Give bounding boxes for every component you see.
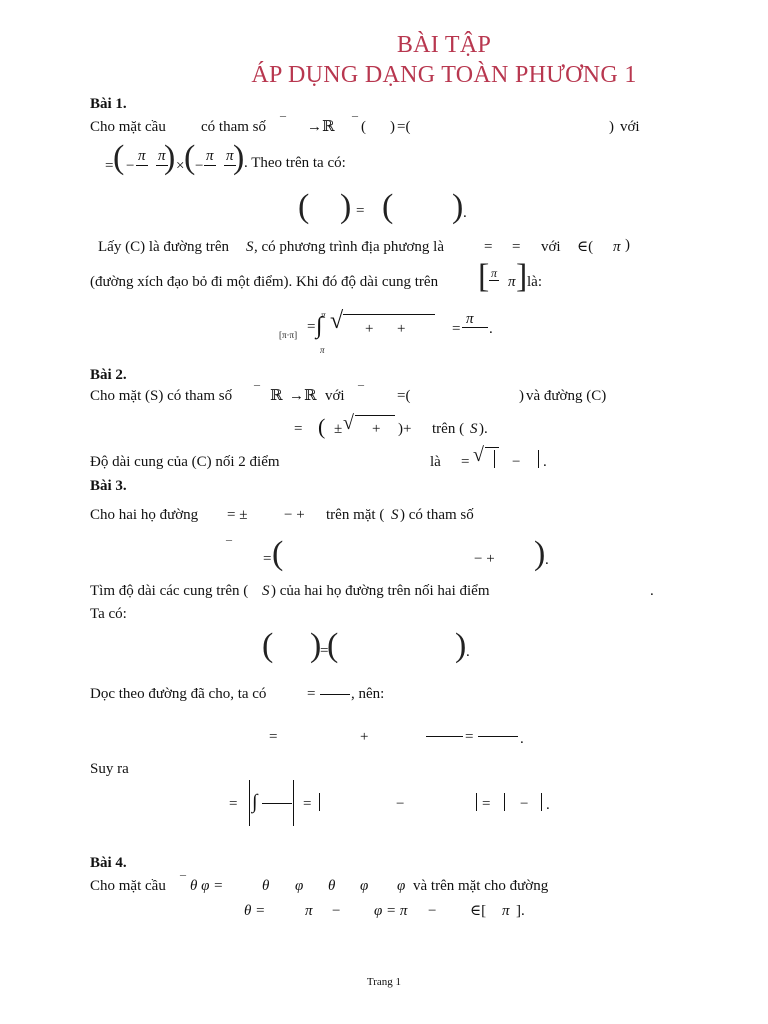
bai2-line3-la: là bbox=[430, 454, 441, 470]
bai4-line1-text: Cho mặt cầu bbox=[90, 878, 166, 894]
bai1-line2-minus2: − bbox=[195, 158, 204, 174]
bai1-line6-int-bot: π bbox=[320, 345, 325, 355]
bai2-line3-text: Độ dài cung của (C) nối 2 điểm bbox=[90, 454, 280, 470]
bai1-line6-int: ∫ bbox=[316, 313, 323, 339]
bai3-line1-mp: − + bbox=[284, 507, 305, 523]
bai3-line9-abs3 bbox=[319, 793, 320, 811]
bai3-line7-dot: . bbox=[520, 731, 524, 747]
bai3-line5-paren1: ( bbox=[262, 627, 274, 664]
bai1-line4-eq1: = bbox=[484, 239, 493, 255]
bai3-line9-abs5 bbox=[504, 793, 505, 811]
bai1-line4-close: ) bbox=[625, 237, 630, 253]
bai3-line9-abs4 bbox=[476, 793, 477, 811]
bai1-line6-int-top: π bbox=[321, 310, 326, 320]
bai1-line2-minus: − bbox=[126, 158, 135, 174]
bai1-line1-eq: =( bbox=[397, 119, 411, 135]
bai2-heading: Bài 2. bbox=[90, 367, 127, 383]
bai3-line2-bar: ¯ bbox=[226, 538, 232, 552]
bai1-line1-text: Cho mặt cầu bbox=[90, 119, 166, 135]
bai1-line2-text: . Theo trên ta có: bbox=[244, 155, 346, 171]
bai1-line5-la: là: bbox=[527, 274, 542, 290]
bai2-line1-bar: ¯ bbox=[254, 383, 260, 397]
bai4-heading: Bài 4. bbox=[90, 855, 127, 871]
bai3-line7-frac1 bbox=[426, 736, 463, 737]
bai3-line6-tail: , nên: bbox=[351, 686, 385, 702]
bai3-line1-tail2: ) có tham số bbox=[400, 507, 474, 523]
bai1-line1-voi: với bbox=[620, 119, 640, 135]
bai1-line1-text2: có tham số bbox=[201, 119, 266, 135]
bai1-line4-in: ∈( bbox=[577, 239, 594, 255]
bai2-line3-sqrt-bar bbox=[485, 447, 499, 448]
bai3-line7-plus: + bbox=[360, 729, 369, 745]
bai3-line5-eq: = bbox=[320, 643, 329, 659]
bai3-line5-dot: . bbox=[466, 644, 470, 660]
bai2-line1-R: ℝ bbox=[270, 388, 283, 404]
bai4-line2-phi: φ = π bbox=[374, 903, 408, 919]
bai2-line2-sqrt: √ bbox=[343, 412, 354, 434]
bai3-line7-eq2: = bbox=[465, 729, 474, 745]
bai1-line2-pi2: π bbox=[158, 148, 166, 164]
bai2-line2-end: ). bbox=[479, 421, 488, 437]
bai3-line1-tail: trên mặt ( bbox=[326, 507, 385, 523]
bai4-line2-minus2: − bbox=[428, 903, 437, 919]
bai4-line1-theta1: θ bbox=[262, 878, 270, 894]
bai3-line9-eq3: = bbox=[482, 796, 491, 812]
bai1-line2-pi3: π bbox=[206, 148, 214, 164]
bai3-line3-S: S bbox=[262, 583, 270, 599]
bai1-line2-paren4: ) bbox=[233, 139, 245, 176]
bai1-line1-close2: ) bbox=[609, 119, 614, 135]
bai1-line5-pinum: π bbox=[491, 266, 498, 280]
bai2-line1-text: Cho mặt (S) có tham số bbox=[90, 388, 233, 404]
bai3-line6-frac bbox=[320, 694, 350, 695]
bai4-line2-pi2: π bbox=[502, 903, 510, 919]
page-footer: Trang 1 bbox=[366, 976, 402, 988]
bai1-line6-frac bbox=[462, 327, 488, 328]
bai1-line6-sqrt-bar bbox=[343, 314, 435, 315]
bai1-line4-text2: , có phương trình địa phương là bbox=[254, 239, 445, 255]
bai2-line1-voi: với bbox=[325, 388, 345, 404]
bai3-line9-frac bbox=[262, 803, 292, 804]
bai1-line6-plus1: + bbox=[365, 321, 374, 337]
bai3-line2-paren2: ) bbox=[534, 535, 546, 572]
bai2-line2-sqrt-bar bbox=[355, 415, 395, 416]
bai3-line2-dot: . bbox=[545, 552, 549, 568]
bai3-line9-abs2 bbox=[293, 780, 294, 826]
bai1-line6-sub-pi2: π bbox=[289, 330, 295, 340]
bai3-line5-paren2: ) bbox=[310, 627, 322, 664]
bai1-heading: Bài 1. bbox=[90, 96, 127, 112]
bai1-line5-text: (đường xích đạo bỏ đi một điểm). Khi đó độ dài cung trên bbox=[90, 274, 439, 290]
bai1-line6-eq2: = bbox=[452, 321, 461, 337]
bai1-line4-voi: với bbox=[541, 239, 561, 255]
bai2-line1-bar2: ¯ bbox=[358, 383, 364, 397]
bai3-line9-dot: . bbox=[546, 797, 550, 813]
bai3-line9-abs6 bbox=[541, 793, 542, 811]
bai2-line1-arrow: →ℝ bbox=[289, 388, 317, 404]
bai1-line3-paren4: ) bbox=[452, 188, 464, 225]
bai3-line3-text: Tìm độ dài các cung trên ( bbox=[90, 583, 249, 599]
bai4-line2-theta: θ = bbox=[244, 903, 266, 919]
bai4-line2-end: ]. bbox=[516, 903, 525, 919]
bai3-line9-int: ∫ bbox=[252, 791, 258, 813]
bai4-line1-phi1: φ bbox=[295, 878, 304, 894]
bai1-line5-bracket1: [ bbox=[478, 258, 490, 295]
bai1-line2-paren3: ( bbox=[184, 139, 196, 176]
bai3-line9-abs1 bbox=[249, 780, 250, 826]
bai2-line2-paren1: ( bbox=[318, 414, 326, 439]
bai1-line2-pi4: π bbox=[226, 148, 234, 164]
bai1-line3-eq: = bbox=[356, 203, 365, 219]
bai1-line2-frac1 bbox=[136, 165, 148, 166]
bai2-line2-plus2: )+ bbox=[398, 421, 412, 437]
bai1-line6-dot: . bbox=[489, 321, 493, 337]
bai3-line9-minus: − bbox=[396, 796, 405, 812]
bai2-line3-eq: = bbox=[461, 454, 470, 470]
bai3-line1-text: Cho hai họ đường bbox=[90, 507, 199, 523]
bai2-line2-pm: ± bbox=[334, 421, 343, 437]
bai2-line2-S: S bbox=[470, 421, 478, 437]
bai2-line1-eq: =( bbox=[397, 388, 411, 404]
bai1-line6-sqrt: √ bbox=[330, 308, 344, 334]
bai1-line2-paren1: ( bbox=[113, 139, 125, 176]
bai1-line2-times: × bbox=[176, 158, 185, 174]
bai1-line4-S: S bbox=[246, 239, 254, 255]
bai1-line2-pi1: π bbox=[138, 148, 146, 164]
bai1-line3-dot: . bbox=[463, 205, 467, 221]
bai1-line1-open: ( bbox=[361, 119, 366, 135]
bai3-line3-dot: . bbox=[650, 583, 654, 599]
bai2-line3-sqrt: √ bbox=[473, 444, 484, 466]
bai1-line4-eq2: = bbox=[512, 239, 521, 255]
bai1-line2-paren2: ) bbox=[164, 139, 176, 176]
bai4-line1-tail: và trên mặt cho đường bbox=[413, 878, 549, 894]
bai1-line3-paren3: ( bbox=[382, 188, 394, 225]
bai1-line2-eq: = bbox=[105, 158, 114, 174]
bai3-line6-eq: = bbox=[307, 686, 316, 702]
bai3-line1-S: S bbox=[391, 507, 399, 523]
bai1-line4-text: Lấy (C) là đường trên bbox=[98, 239, 230, 255]
bai1-line1-bar2: ¯ bbox=[352, 114, 358, 128]
bai1-line5-bracket2: ] bbox=[516, 258, 528, 295]
bai2-line2-tail: trên ( bbox=[432, 421, 465, 437]
bai4-line1-bar: ¯ bbox=[180, 873, 186, 887]
bai1-line3-paren1: ( bbox=[298, 188, 310, 225]
bai2-line3-abs2 bbox=[538, 450, 539, 468]
bai3-line4-text: Ta có: bbox=[90, 606, 127, 622]
bai1-line3-paren2: ) bbox=[340, 188, 352, 225]
bai1-line1-arrow: →ℝ bbox=[307, 119, 335, 135]
bai1-line6-sub: [π·π] bbox=[279, 330, 298, 340]
bai2-line3-minus: − bbox=[512, 454, 521, 470]
bai3-line3-text2: ) của hai họ đường trên nối hai điểm bbox=[271, 583, 490, 599]
bai3-line5-paren3: ( bbox=[327, 627, 339, 664]
bai2-line3-abs1 bbox=[494, 450, 495, 468]
bai3-line2-mp: − + bbox=[474, 551, 495, 567]
bai1-line5-pi: π bbox=[508, 274, 516, 290]
bai3-line2-eq: = bbox=[263, 551, 272, 567]
bai1-line4-pi: π bbox=[613, 239, 621, 255]
bai1-line5-frac bbox=[489, 280, 499, 281]
bai1-line1-close: ) bbox=[390, 119, 395, 135]
bai4-line1-theta2: θ bbox=[328, 878, 336, 894]
bai3-heading: Bài 3. bbox=[90, 478, 127, 494]
bai3-line7-eq: = bbox=[269, 729, 278, 745]
bai2-line3-dot: . bbox=[543, 454, 547, 470]
bai4-line2-pi: π bbox=[305, 903, 313, 919]
bai4-line1-phi3: φ bbox=[397, 878, 406, 894]
bai4-line2-in: ∈[ bbox=[470, 903, 487, 919]
bai4-line1-phi2: φ bbox=[360, 878, 369, 894]
bai3-line9-eq2: = bbox=[303, 796, 312, 812]
title-line-2: ÁP DỤNG DẠNG TOÀN PHƯƠNG 1 bbox=[251, 62, 637, 88]
bai2-line2-eq: = bbox=[294, 421, 303, 437]
bai1-line6-sub-pi1: π bbox=[282, 330, 287, 340]
bai1-line6-pi: π bbox=[466, 311, 474, 327]
bai3-line2-paren1: ( bbox=[272, 535, 284, 572]
bai1-line1-bar: ¯ bbox=[280, 114, 286, 128]
bai3-line9-eq: = bbox=[229, 796, 238, 812]
bai4-line1-vars: θ φ = bbox=[190, 878, 224, 894]
bai2-line2-plus: + bbox=[372, 421, 381, 437]
bai3-line1-eq: = ± bbox=[227, 507, 248, 523]
bai1-line6-plus2: + bbox=[397, 321, 406, 337]
bai4-line2-minus: − bbox=[332, 903, 341, 919]
title-line-1: BÀI TẬP bbox=[396, 32, 492, 58]
bai1-line2-frac3 bbox=[204, 165, 216, 166]
bai1-line6-eq: = bbox=[307, 319, 316, 335]
bai3-line6-text: Dọc theo đường đã cho, ta có bbox=[90, 686, 267, 702]
bai3-line9-minus2: − bbox=[520, 796, 529, 812]
bai2-line1-tail: và đường (C) bbox=[526, 388, 607, 404]
bai3-line8-text: Suy ra bbox=[90, 761, 129, 777]
bai2-line1-close: ) bbox=[519, 388, 524, 404]
bai3-line7-frac2 bbox=[478, 736, 518, 737]
bai3-line5-paren4: ) bbox=[455, 627, 467, 664]
